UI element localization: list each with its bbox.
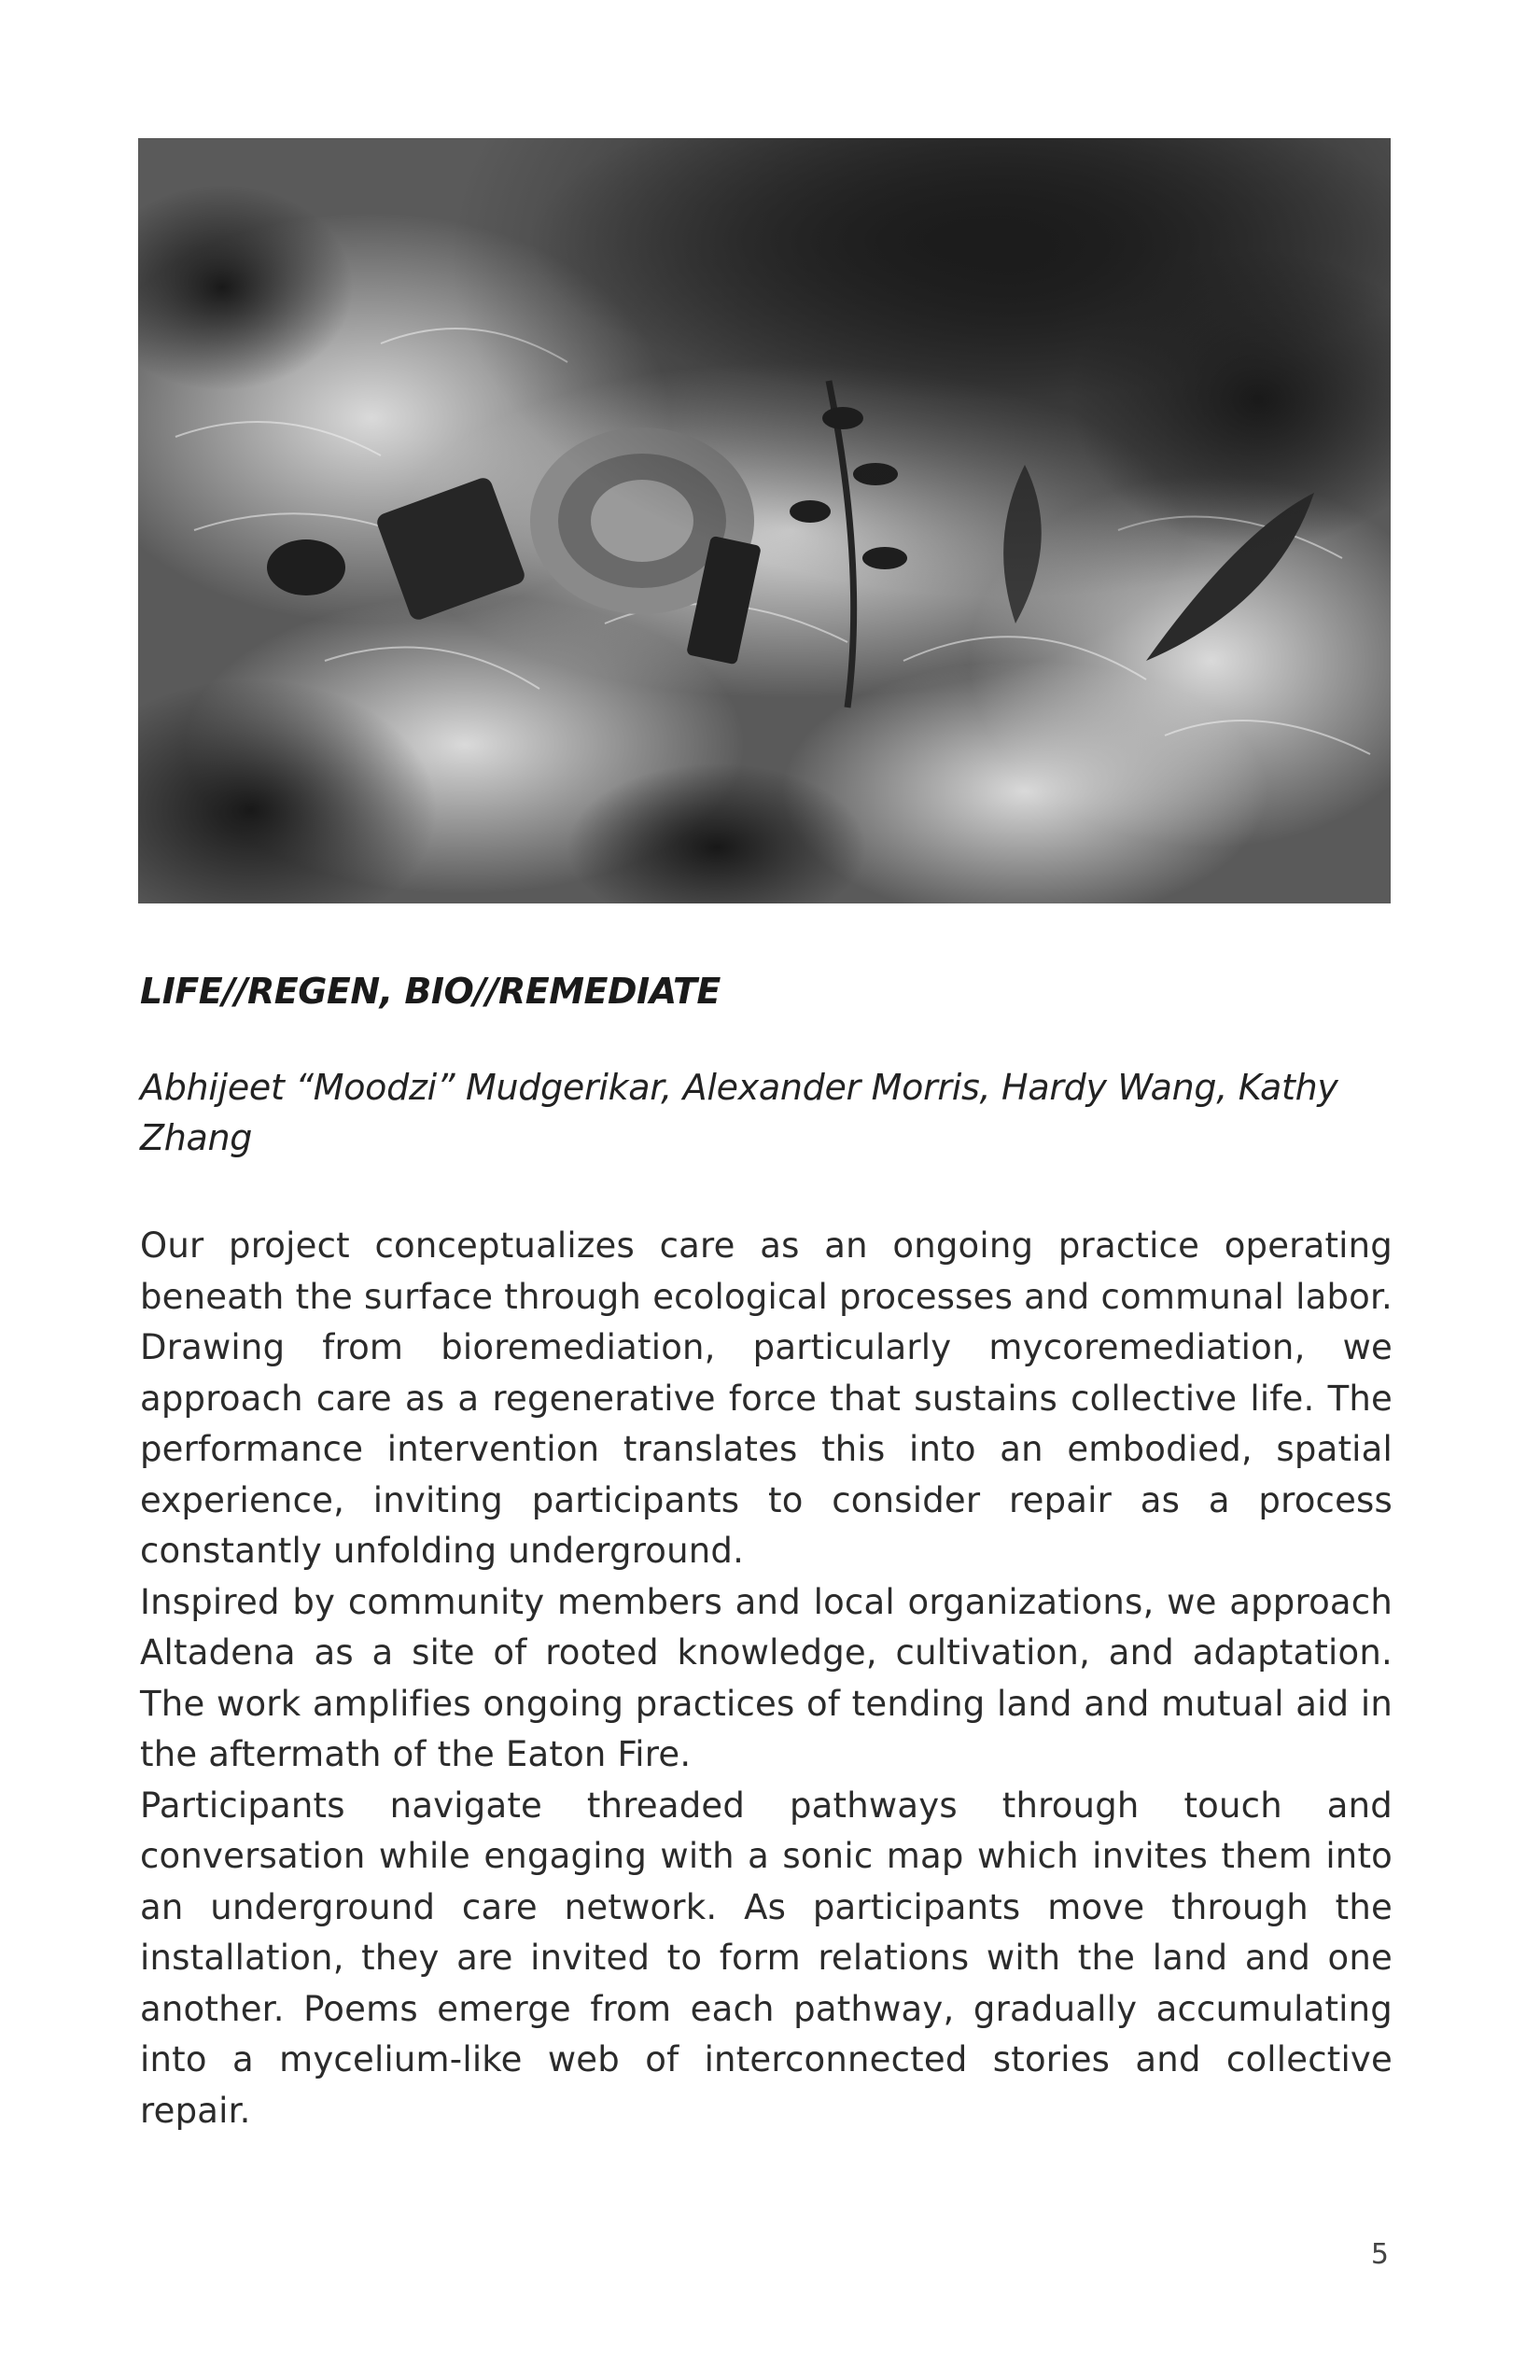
- page-number: 5: [1370, 2238, 1389, 2271]
- cover-photo: [138, 138, 1391, 903]
- article-body: [140, 1221, 1393, 2136]
- body-paragraph: Participants navigate threaded pathways through touch and conversation while engaging with a sonic map which invites them into an underground care network. As participants move through the installation, they are invited to form relations with the land and one another. Poems emerge from each pathway, gradually accumulating into a mycelium-like web of interconnected stories and collective repair.: [140, 1785, 1393, 2131]
- article-title: LIFE//REGEN, BIO//REMEDIATE: [140, 971, 721, 1012]
- body-paragraph: Inspired by community members and local organizations, we approach Altadena as a site of rooted knowledge, cultivation, and adaptation. The work amplifies ongoing practices of tending land and mutual aid in the aftermath of the Eaton Fire.: [140, 1581, 1393, 1774]
- body-paragraph: Our project conceptualizes care as an ongoing practice operating beneath the surface through ecological processes and communal labor. Drawing from bioremediation, particularly mycoremediation, we approach care as a regenerative force that sustains collective life. The performance intervention translates this into an embodied, spatial experience, inviting participants to consider repair as a process constantly unfolding underground.: [140, 1225, 1393, 1571]
- article-authors: Abhijeet “Moodzi” Mudgerikar, Alexander Morris, Hardy Wang, Kathy Zhang: [140, 1067, 1338, 1158]
